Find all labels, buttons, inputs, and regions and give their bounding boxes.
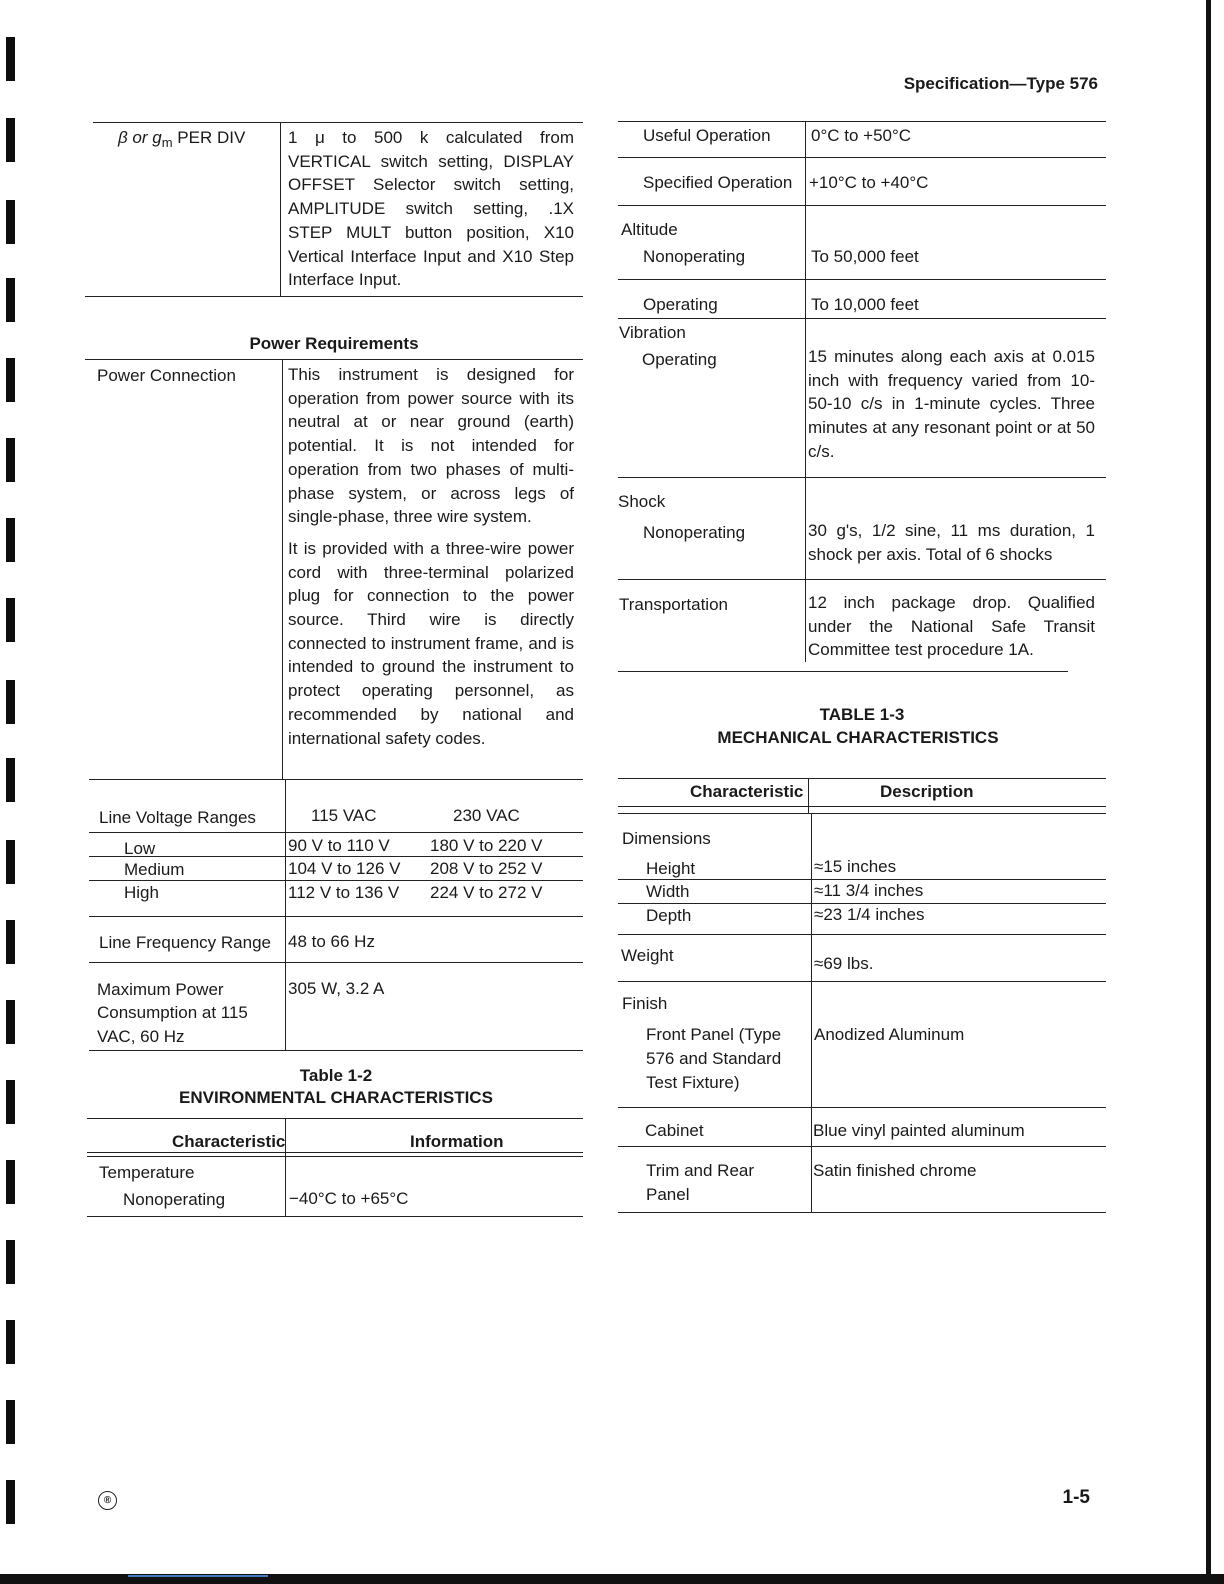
shock-label: Shock: [618, 492, 666, 511]
voltage-row-name: High: [124, 883, 159, 902]
rule: [618, 1107, 1106, 1108]
max-power-value: 305 W, 3.2 A: [288, 979, 385, 998]
page-number: 1-5: [1062, 1487, 1090, 1508]
useful-operation-label: Useful Operation: [643, 126, 771, 145]
voltage-row-230: 208 V to 252 V: [430, 859, 543, 878]
dimension-row-name: Depth: [646, 906, 692, 925]
voltage-row-115: 90 V to 110 V: [288, 836, 390, 855]
rule: [285, 916, 286, 962]
front-panel-label: Front Panel (Type: [646, 1025, 782, 1044]
dimension-row-value: ≈23 1/4 inches: [814, 905, 925, 924]
rule: [85, 359, 583, 360]
scan-edge: [1206, 0, 1211, 1584]
trim-label: Trim and Rear: [646, 1161, 755, 1180]
temperature-nonoperating-label: Nonoperating: [123, 1190, 226, 1209]
useful-operation-value: 0°C to +50°C: [811, 126, 912, 145]
rule: [285, 962, 286, 1050]
binder-hole: [6, 920, 15, 964]
rule: [89, 856, 583, 857]
binder-hole: [6, 200, 15, 244]
voltage-row-name: Medium: [124, 860, 185, 879]
rule: [618, 806, 1106, 807]
rule: [811, 813, 812, 1213]
altitude-operating-value: To 10,000 feet: [811, 295, 919, 314]
table-1-3-subtitle: MECHANICAL CHARACTERISTICS: [717, 728, 999, 747]
beta-gm-label: β or $g_m$ PER DIV: [118, 128, 246, 150]
column-230vac: 230 VAC: [453, 806, 520, 825]
scan-artifact: [128, 1575, 268, 1577]
rule: [618, 879, 1106, 880]
temperature-label: Temperature: [99, 1163, 195, 1182]
column-115vac: 115 VAC: [311, 806, 377, 825]
power-paragraph-2: It is provided with a three-wire power cord with three-terminal polarized plug for connection to the power source. Third wire is directly connected to instrument frame, and is intended to ground the instrument to protect operating personnel, as recommended by national and international safety codes.: [288, 538, 574, 748]
voltage-row-115: 112 V to 136 V: [288, 883, 400, 902]
rule: [618, 671, 1068, 672]
binder-hole: [6, 840, 15, 884]
shock-value: 30 g's, 1/2 sine, 11 ms duration, 1 shock per axis. Total of 6 shocks: [808, 521, 1095, 564]
binder-hole: [6, 1400, 15, 1444]
table-1-3-title: TABLE 1-3: [819, 705, 905, 724]
binder-hole: [6, 1480, 15, 1524]
rule: [618, 279, 1106, 280]
max-power-label: VAC, 60 Hz: [97, 1027, 185, 1046]
weight-label: Weight: [621, 946, 674, 965]
rule: [618, 934, 1106, 935]
weight-value: ≈69 lbs.: [814, 954, 874, 973]
rule: [87, 1216, 583, 1217]
table-1-3-col-characteristic: Characteristic: [690, 782, 804, 801]
temperature-nonoperating-value: −40°C to +65°C: [289, 1189, 409, 1208]
max-power-label: Consumption at 115: [97, 1003, 248, 1022]
rule: [89, 832, 583, 833]
table-1-2-col-information: Information: [410, 1132, 504, 1151]
rule: [618, 121, 1106, 122]
rule: [93, 122, 583, 123]
binder-hole: [6, 1240, 15, 1284]
binder-hole: [6, 37, 15, 81]
voltage-row-115: 104 V to 126 V: [288, 859, 401, 878]
rule: [618, 813, 1106, 814]
publisher-logo: ®: [98, 1491, 117, 1510]
rule: [618, 157, 1106, 158]
table-1-2-col-characteristic: Characteristic: [172, 1132, 286, 1151]
binder-hole: [6, 1320, 15, 1364]
binder-hole: [6, 680, 15, 724]
rule: [618, 205, 1106, 206]
rule: [282, 359, 283, 779]
voltage-row-230: 224 V to 272 V: [430, 883, 543, 902]
rule: [618, 477, 1106, 478]
rule: [618, 1212, 1106, 1213]
binder-hole: [6, 278, 15, 322]
rule: [618, 579, 1106, 580]
dimension-row-value: ≈11 3/4 inches: [814, 881, 924, 900]
rule: [618, 903, 1106, 904]
vibration-label: Vibration: [619, 323, 686, 342]
rule: [89, 779, 583, 780]
binder-hole: [6, 438, 15, 482]
cabinet-label: Cabinet: [645, 1121, 704, 1140]
power-connection-label: Power Connection: [97, 366, 236, 385]
trim-value: Satin finished chrome: [813, 1161, 977, 1180]
dimension-row-value: ≈15 inches: [814, 857, 897, 876]
power-connection-text: [288, 363, 574, 758]
rule: [805, 121, 806, 662]
transportation-label: Transportation: [619, 595, 728, 614]
power-requirements-heading: Power Requirements: [249, 334, 419, 353]
rule: [618, 981, 1106, 982]
rule: [89, 1050, 583, 1051]
rule: [808, 778, 809, 814]
altitude-operating-label: Operating: [643, 295, 718, 314]
finish-label: Finish: [622, 994, 668, 1013]
rule: [89, 880, 583, 881]
table-1-3-col-description: Description: [880, 782, 974, 801]
line-voltage-label: Line Voltage Ranges: [99, 808, 256, 827]
binder-hole: [6, 118, 15, 162]
specified-operation-value: +10°C to +40°C: [809, 173, 929, 192]
front-panel-value: Anodized Aluminum: [814, 1025, 965, 1044]
max-power-label: Maximum Power: [97, 980, 224, 999]
binder-hole: [6, 358, 15, 402]
table-1-2-title: Table 1-2: [299, 1066, 373, 1085]
dimensions-label: Dimensions: [622, 829, 711, 848]
rule: [285, 779, 286, 916]
rule: [87, 1156, 583, 1157]
running-header: Specification—Type 576: [903, 74, 1098, 93]
binder-hole: [6, 1160, 15, 1204]
dimension-row-name: Height: [646, 859, 696, 878]
vibration-operating-label: Operating: [642, 350, 717, 369]
rule: [85, 296, 583, 297]
front-panel-label: Test Fixture): [646, 1073, 740, 1092]
binder-hole: [6, 1000, 15, 1044]
voltage-row-230: 180 V to 220 V: [430, 836, 543, 855]
dimension-row-name: Width: [646, 882, 690, 901]
altitude-nonoperating-value: To 50,000 feet: [811, 247, 919, 266]
specified-operation-label: Specified Operation: [643, 173, 793, 192]
binder-hole: [6, 518, 15, 562]
rule: [89, 916, 583, 917]
table-1-2-subtitle: ENVIRONMENTAL CHARACTERISTICS: [179, 1088, 493, 1107]
altitude-nonoperating-label: Nonoperating: [643, 247, 746, 266]
beta-gm-description: 1 μ to 500 k calculated from VERTICAL switch setting, DISPLAY OFFSET Selector switch setting, AMPLITUDE switch setting, .1X STEP MULT button position, X10 Vertical Interface Input and X10 Step Interface Input.: [288, 128, 574, 290]
rule: [87, 1152, 583, 1153]
binder-hole: [6, 598, 15, 642]
binder-hole: [6, 758, 15, 802]
line-frequency-value: 48 to 66 Hz: [288, 932, 375, 951]
rule: [87, 1118, 583, 1119]
altitude-label: Altitude: [621, 220, 678, 239]
cabinet-value: Blue vinyl painted aluminum: [813, 1121, 1025, 1140]
rule: [618, 1146, 1106, 1147]
rule: [89, 962, 583, 963]
power-paragraph-1: This instrument is designed for operation from power source with its neutral at or near ground (earth) potential. It is not intended for operation from two phases of multi-phase system, or across legs of single-phase, three wire system.: [288, 365, 574, 527]
transportation-value: 12 inch package drop. Qualified under the National Safe Transit Committee test procedure 1A.: [808, 593, 1095, 660]
rule: [618, 778, 1106, 779]
binder-hole: [6, 1080, 15, 1124]
shock-nonoperating-label: Nonoperating: [643, 523, 746, 542]
trim-label: Panel: [646, 1185, 690, 1204]
rule: [618, 318, 1106, 319]
rule: [280, 122, 281, 296]
vibration-value: 15 minutes along each axis at 0.015 inch with frequency varied from 10-50-10 c/s in 1-minute cycles. Three minutes at any resonant point or at 50 c/s.: [808, 347, 1095, 461]
front-panel-label: 576 and Standard: [646, 1049, 782, 1068]
voltage-row-name: Low: [124, 839, 156, 858]
line-frequency-label: Line Frequency Range: [99, 933, 272, 952]
